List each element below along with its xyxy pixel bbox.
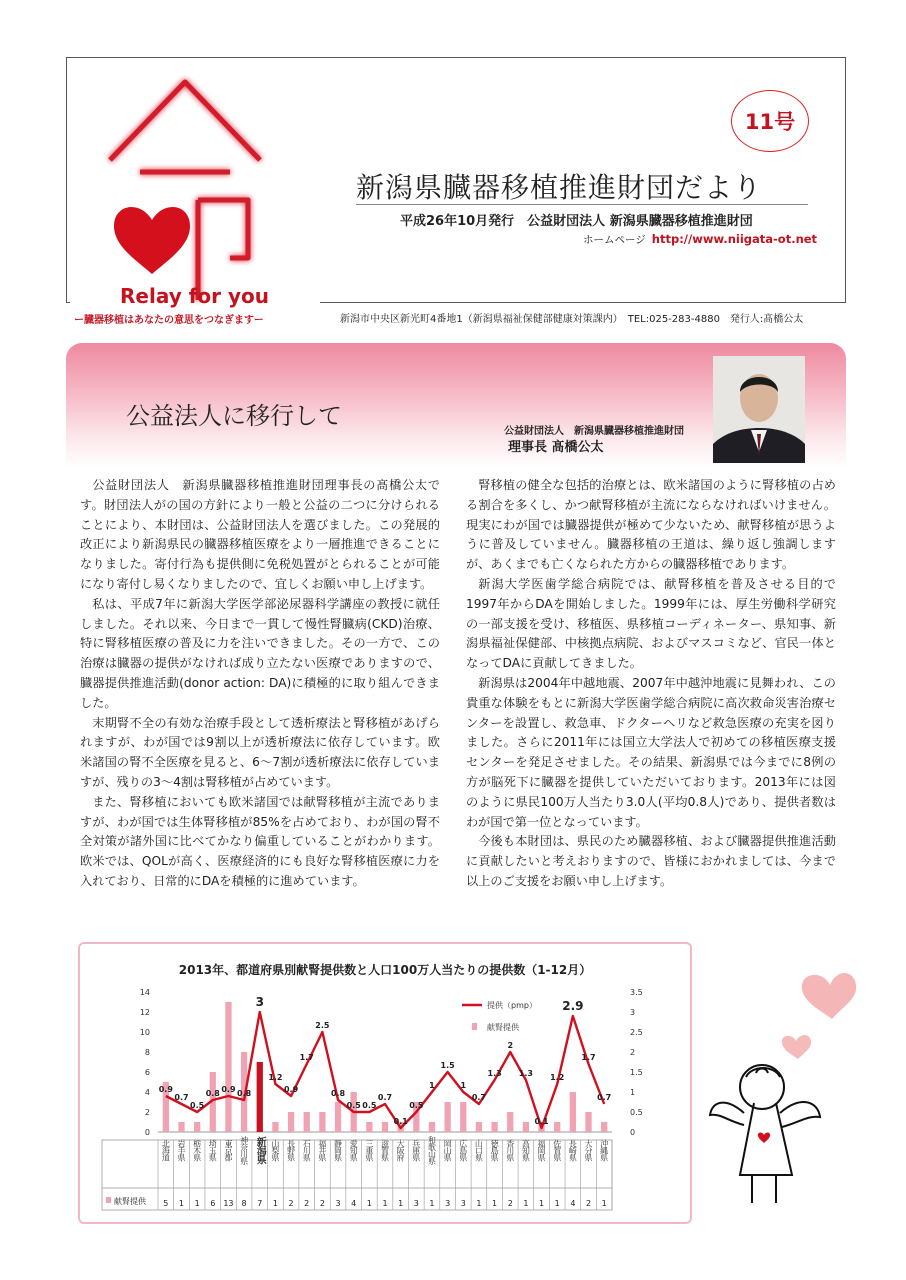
tagline: ー臓器移植はあなたの意思をつなぎますー [74, 315, 264, 326]
data-label: 1.7 [299, 1053, 314, 1062]
data-label: 0.9 [158, 1085, 173, 1094]
bar [429, 1122, 435, 1132]
bar [288, 1112, 294, 1132]
table-value: 2 [304, 1199, 310, 1208]
data-label: 0.5 [362, 1101, 377, 1110]
table-value: 1 [382, 1199, 388, 1208]
y-tick-label-right: 1 [630, 1088, 636, 1097]
table-value: 1 [523, 1199, 529, 1208]
y-tick-label-left: 4 [144, 1088, 150, 1097]
bar [507, 1112, 513, 1132]
category-label: 三重県 [364, 1139, 374, 1161]
table-value: 1 [366, 1199, 372, 1208]
y-tick-label-right: 2 [630, 1048, 636, 1057]
category-label: 北海道 [161, 1139, 171, 1161]
category-label: 広島県 [458, 1139, 468, 1161]
category-label: 福岡県 [537, 1139, 547, 1161]
y-tick-label-right: 3.5 [630, 988, 643, 997]
data-label: 2 [507, 1041, 514, 1050]
category-label: 山口県 [474, 1139, 484, 1161]
table-value: 3 [460, 1199, 466, 1208]
homepage-label: ホームページ [583, 234, 646, 246]
paragraph: 新潟大学医歯学総合病院では、献腎移植を普及させる目的で1997年からDAを開始しました。1999年には、厚生労働科学研究の一部支援を受け、移植医、県移植コーディネーター、県知事、新潟県福祉保健部、中核拠点病院、およびマスコミなど、官民一体となってDAに貢献してきました。 [466, 576, 836, 671]
bar [570, 1092, 576, 1132]
category-label: 長野県 [286, 1139, 296, 1161]
category-label: 山梨県 [270, 1139, 280, 1161]
donation-chart [80, 944, 690, 1222]
paragraph: 新潟県は2004年中越地震、2007年中越沖地震に見舞われ、この貴重な体験をもとに新潟大学医歯学総合病院に高次救命災害治療センターを設置し、救急車、ドクターヘリなど救急医療の充実を図りました。さらに2011年には国立大学法人で初めての移植医療支援センターを発足させました。その結果、新潟県では今までに8例の方が脳死下に臓器を提供していただいております。2013年には図のように県民100万人当たり3.0人(平均0.8人)であり、提供者数はわが国で第一位となっています。 [466, 675, 836, 829]
author-photo [713, 356, 805, 463]
article-column-left [80, 476, 440, 892]
table-value: 2 [507, 1199, 513, 1208]
data-label: 2.5 [315, 1021, 330, 1030]
author-name: 理事長 髙橋公太 [508, 440, 604, 455]
data-label: 1 [429, 1081, 435, 1090]
data-label: 1.7 [581, 1053, 596, 1062]
bar [554, 1122, 560, 1132]
table-value: 5 [163, 1199, 169, 1208]
bar [225, 1002, 231, 1132]
bar [585, 1112, 591, 1132]
y-tick-label-left: 10 [139, 1028, 150, 1037]
table-value: 8 [241, 1199, 247, 1208]
bar [178, 1122, 184, 1132]
table-value: 2 [319, 1199, 325, 1208]
table-value: 3 [335, 1199, 341, 1208]
table-value: 1 [398, 1199, 404, 1208]
y-tick-label-right: 3 [630, 1008, 636, 1017]
category-label: 岩手県 [176, 1139, 186, 1161]
bar [601, 1122, 607, 1132]
data-label: 0.5 [190, 1101, 205, 1110]
table-value: 1 [429, 1199, 435, 1208]
y-tick-label-left: 2 [144, 1108, 150, 1117]
logo [70, 60, 320, 322]
bar [257, 1062, 263, 1132]
data-label: 1.2 [268, 1073, 283, 1082]
legend-bar-label: 献腎提供 [487, 1023, 519, 1032]
page-title: 新潟県臓器移植推進財団だより [356, 171, 763, 204]
title-divider [356, 204, 808, 205]
category-label: 石川県 [302, 1139, 312, 1161]
legend-line-label: 提供（pmp） [487, 1001, 537, 1010]
data-label: 0.8 [205, 1089, 220, 1098]
table-value: 1 [492, 1199, 498, 1208]
paragraph: 腎移植の健全な包括的治療とは、欧米諸国のように腎移植の占める割合を多くし、かつ献腎移植が主流にならなければいけません。現実にわが国では臓器提供が極めて少ないため、献腎移植が思うように普及していません。臓器移植の王道は、繰り返し強調しますが、あくまでも亡くなられた方からの臓器移植であります。 [466, 478, 836, 572]
data-label: 0.9 [283, 1085, 299, 1094]
article-column-right [466, 476, 836, 892]
table-value: 4 [351, 1199, 357, 1208]
table-value: 1 [554, 1199, 560, 1208]
y-tick-label-right: 0 [630, 1128, 636, 1137]
paragraph: また、腎移植においても欧米諸国では献腎移植が主流でありますが、わが国では生体腎移植が85%を占めており、わが国の腎不全対策が諸外国に比べてかなり偏重していることがわかります。欧米では、QOLが高く、医療経済的にも良好な腎移植医療に力を入れており、日常的にDAを積極的に進めています。 [80, 794, 440, 888]
author-org: 公益財団法人 新潟県臓器移植推進財団 [504, 426, 684, 437]
data-label: 0.8 [330, 1089, 346, 1098]
homepage-line [583, 232, 817, 247]
data-label: 0.5 [409, 1101, 424, 1110]
paragraph: 今後も本財団は、県民のため臓器移植、および臓器提供推進活動に貢献したいと考えおりますので、皆様におかれましては、今まで以上のご支援をお願い申し上げます。 [466, 834, 836, 888]
data-label: 0.1 [534, 1117, 549, 1126]
category-label: 高知県 [521, 1139, 531, 1161]
table-value: 3 [413, 1199, 419, 1208]
table-series-label: 献腎提供 [114, 1197, 146, 1206]
category-label: 兵庫県 [411, 1139, 421, 1161]
category-label: 栃木県 [192, 1139, 202, 1161]
bar [335, 1102, 341, 1132]
category-label: 滋賀県 [380, 1139, 390, 1161]
table-value: 1 [601, 1199, 607, 1208]
category-label: 長崎県 [568, 1139, 578, 1161]
table-value: 7 [257, 1199, 263, 1208]
table-value: 4 [570, 1199, 576, 1208]
table-value: 2 [585, 1199, 592, 1208]
y-tick-label-right: 2.5 [630, 1028, 643, 1037]
chart-title: 2013年、都道府県別献腎提供数と人口100万人当たりの提供数（1-12月） [178, 963, 592, 977]
y-tick-label-right: 1.5 [630, 1068, 643, 1077]
bar [523, 1122, 529, 1132]
data-label: 2.9 [562, 999, 584, 1013]
bar [491, 1122, 497, 1132]
category-label: 徳島県 [490, 1139, 500, 1161]
data-label: 0.7 [471, 1093, 487, 1102]
table-value: 13 [223, 1199, 234, 1208]
data-label: 1.3 [518, 1069, 533, 1078]
data-label: 1.5 [440, 1061, 455, 1070]
publication-line: 平成26年10月発行 公益財団法人 新潟県臓器移植推進財団 [400, 214, 753, 229]
category-label: 大阪府 [396, 1139, 406, 1161]
data-label: 3 [255, 995, 264, 1009]
category-label: 東京都 [223, 1139, 233, 1161]
category-label: 神奈川県 [239, 1136, 249, 1164]
data-label: 0.5 [346, 1101, 361, 1110]
data-label: 0.8 [237, 1089, 252, 1098]
data-label: 0.7 [174, 1093, 189, 1102]
table-value: 2 [288, 1199, 294, 1208]
address-line: 新潟市中央区新光町4番地1（新潟県福祉保健部健康対策課内） TEL:025-283-4880 発行人:髙橋公太 [340, 314, 804, 325]
bar [460, 1102, 466, 1132]
data-label: 1 [460, 1081, 467, 1090]
legend-bar-swatch [472, 1023, 477, 1030]
data-label: 1.3 [487, 1069, 502, 1078]
category-label: 大分県 [584, 1139, 594, 1161]
category-label: 香川県 [505, 1139, 515, 1161]
data-label: 0.7 [377, 1093, 393, 1102]
table-value: 6 [210, 1199, 216, 1208]
bar [304, 1112, 310, 1132]
heart-decoration [782, 1035, 811, 1059]
category-label: 沖縄県 [599, 1139, 609, 1161]
y-tick-label-left: 12 [139, 1008, 150, 1017]
category-label: 和歌山県 [427, 1136, 437, 1164]
data-label: 0.9 [221, 1085, 236, 1094]
paragraph: 末期腎不全の有効な治療手段として透析療法と腎移植があげられますが、わが国では9割以上が透析療法に依存しています。欧米諸国の腎不全医療を見ると、6〜7割が透析療法に依存していますが、残りの3〜4割は腎移植が占めています。 [80, 715, 440, 789]
bar [476, 1122, 482, 1132]
category-label: 埼玉県 [208, 1139, 218, 1161]
article-headline: 公益法人に移行して [126, 402, 342, 430]
table-value: 1 [539, 1199, 545, 1208]
category-label: 岡山県 [443, 1139, 453, 1161]
y-tick-label-left: 6 [144, 1068, 150, 1077]
category-label: 静岡県 [333, 1139, 343, 1161]
y-tick-label-left: 0 [144, 1128, 150, 1137]
bar [194, 1122, 200, 1132]
homepage-link[interactable]: http://www.niigata-ot.net [651, 232, 818, 246]
angel-illustration [700, 945, 860, 1215]
table-value: 1 [476, 1199, 482, 1208]
table-value: 1 [194, 1199, 200, 1208]
data-label: 0.1 [393, 1117, 408, 1126]
category-label: 愛知県 [349, 1139, 359, 1161]
paragraph: 私は、平成7年に新潟大学医学部泌尿器科学講座の教授に就任しました。それ以来、今日まで一貫して慢性腎臓病(CKD)治療、特に腎移植医療の普及に力を注いできました。その一方で、この治療は臓器の提供がなければ成り立たない医療でありますので、臓器提供推進活動(donor action: DA)に積極的に取り組んできました。 [80, 596, 440, 710]
bar [272, 1122, 278, 1132]
category-label: 佐賀県 [552, 1139, 562, 1161]
y-tick-label-left: 8 [144, 1048, 150, 1057]
bar [444, 1102, 450, 1132]
table-value: 1 [178, 1199, 185, 1208]
issue-badge: 11号 [731, 90, 809, 152]
table-label-swatch [106, 1197, 111, 1203]
bar [366, 1122, 372, 1132]
category-label: 新潟県 [254, 1136, 266, 1164]
y-tick-label-right: 0.5 [630, 1108, 643, 1117]
y-tick-label-left: 14 [139, 988, 150, 997]
table-value: 3 [445, 1199, 451, 1208]
data-label: 0.7 [597, 1093, 612, 1102]
bar [382, 1122, 388, 1132]
table-value: 1 [272, 1199, 278, 1208]
data-label: 1.2 [550, 1073, 565, 1082]
heart-decoration [802, 973, 856, 1019]
paragraph: 公益財団法人 新潟県臓器移植推進財団理事長の髙橋公太です。財団法人がの国の方針により一般と公益の二つに分けられることにより、本財団は、公益財団法人を選びました。この発展的改正により新潟県民の臓器移植医療をより一層推進できることになりました。寄付行為も提供側に免税処置がとられることが可能になり寄付し易くなりましたので、宜しくお願い申し上げます。 [80, 478, 440, 591]
category-label: 福井県 [317, 1139, 327, 1161]
bar [319, 1112, 325, 1132]
logo-text: Relay for you [120, 284, 269, 308]
